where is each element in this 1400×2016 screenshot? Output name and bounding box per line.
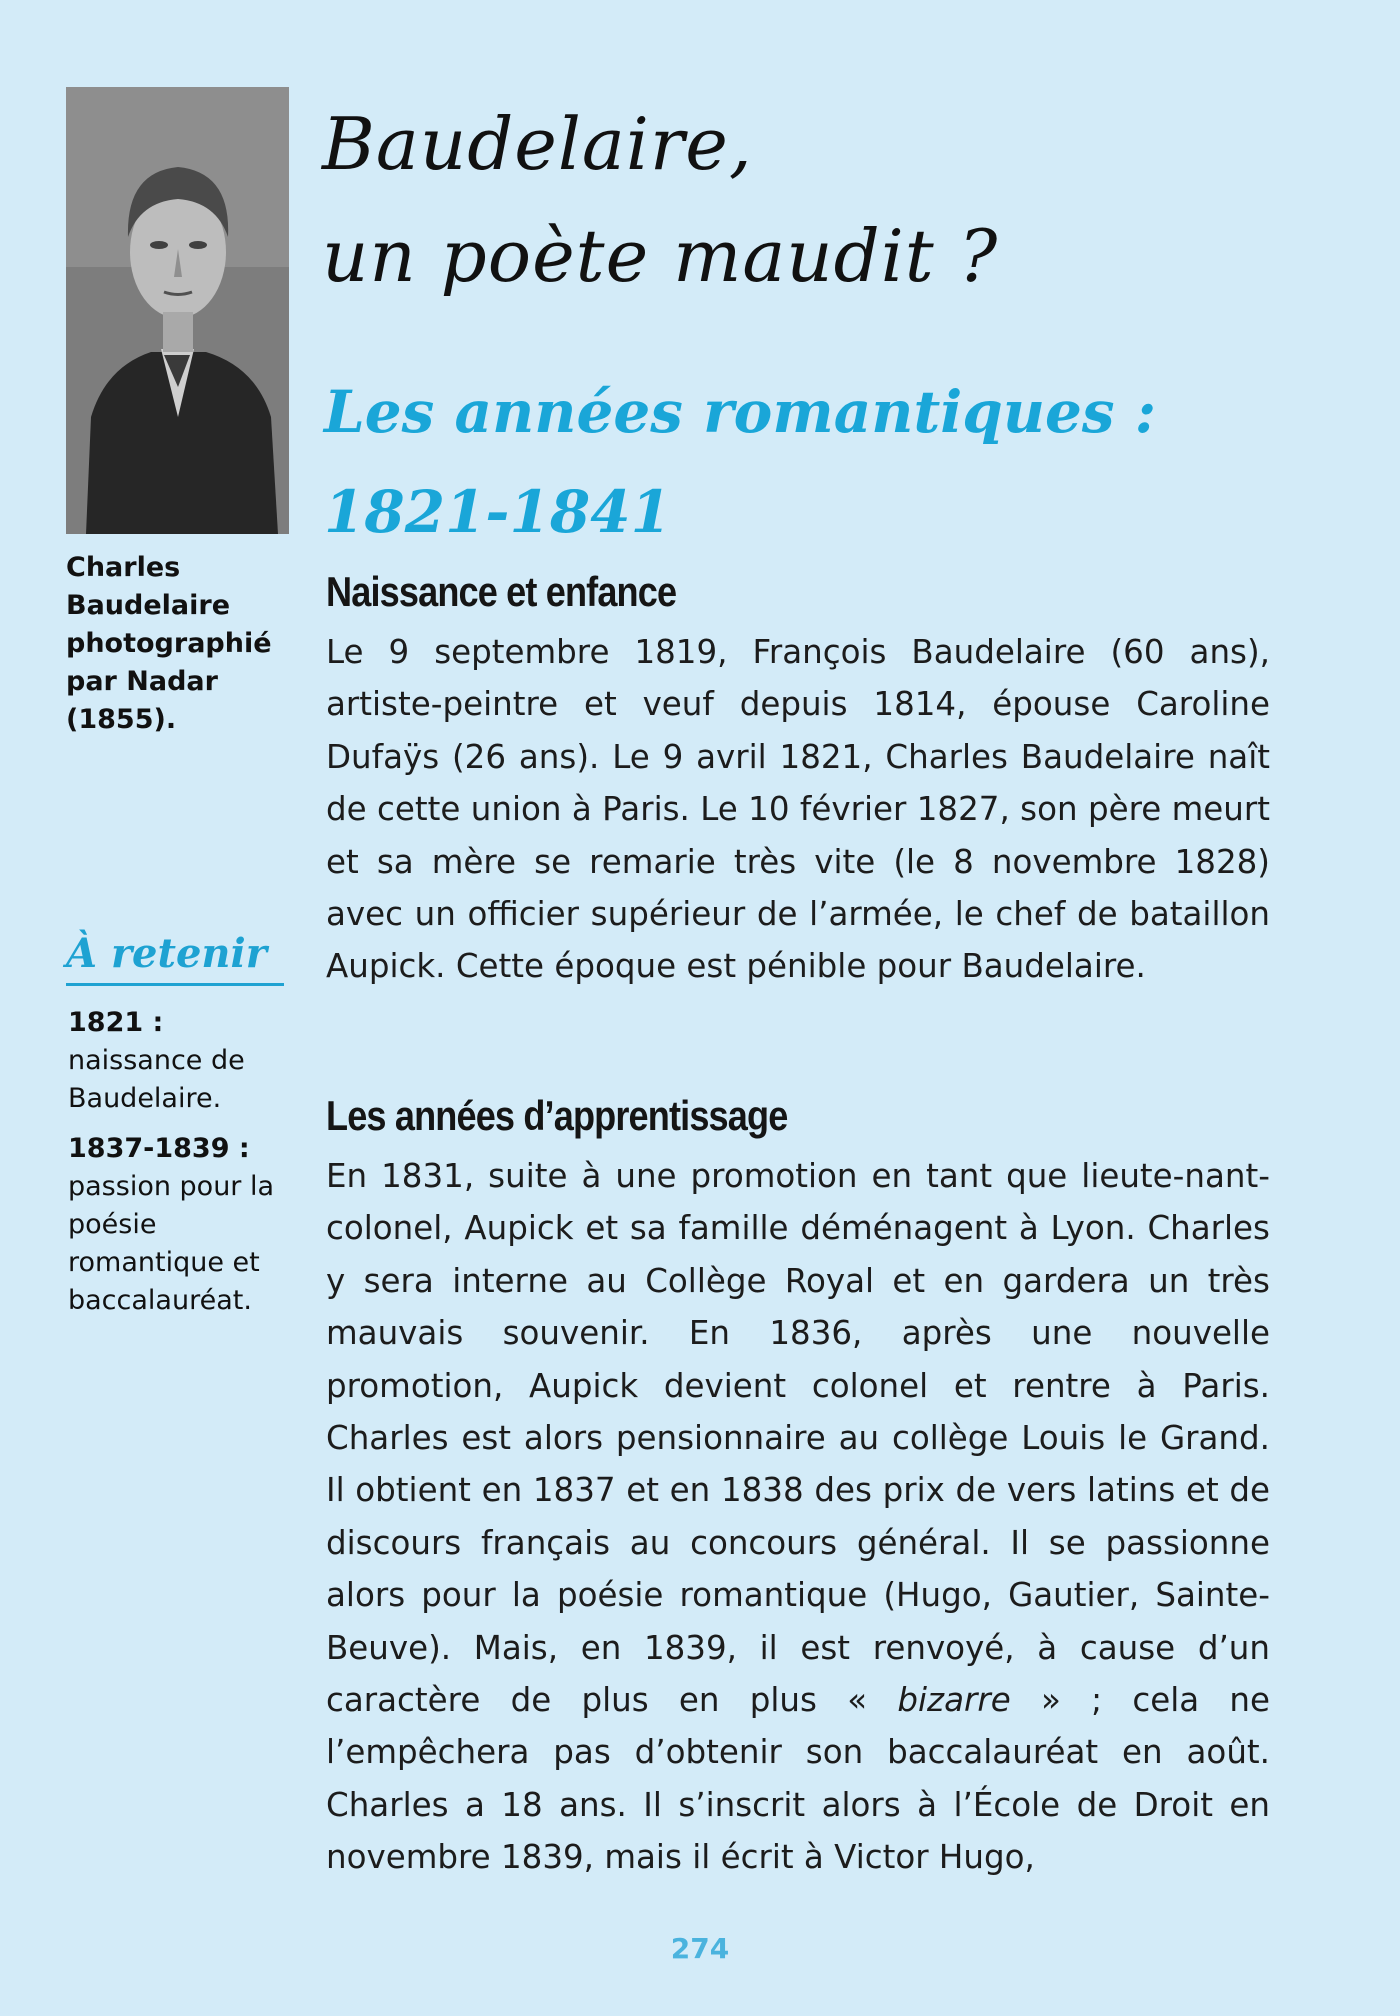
page-number: 274 [670, 1932, 730, 1965]
portrait-photo [66, 87, 289, 534]
retenir-item-year: 1837-1839 : [68, 1133, 250, 1164]
retenir-item-text: passion pour la poésie romantique et baccalauréat. [68, 1171, 275, 1316]
retenir-item [68, 1004, 298, 1118]
page-title [322, 88, 1222, 312]
paragraph-naissance: Le 9 septembre 1819, François Baudelaire (60 ans), artiste-peintre et veuf depuis 1814, épouse Caroline Dufaÿs (26 ans). Le 9 avril 1821, Charles Baudelaire naît de cette union à Paris. Le 10 février 1827, son père meurt et sa mère se remarie très vite (le 8 novembre 1828) avec un officier supérieur de l’armée, le chef de bataillon Aupick. Cette époque est pénible pour Baudelaire. [326, 633, 1270, 986]
photo-caption: Charles Baudelaire photographié par Nadar (1855). [66, 552, 272, 735]
subheading-naissance: Naissance et enfance [326, 568, 677, 615]
section-title-line-2: 1821-1841 [324, 478, 671, 546]
retenir-item [68, 1130, 298, 1320]
retenir-heading: À retenir [66, 930, 284, 986]
page-title-line-1: Baudelaire, [322, 102, 753, 186]
portrait-illustration [66, 87, 289, 534]
section-title-line-1: Les années romantiques : [324, 378, 1157, 446]
paragraph-apprentissage [326, 1150, 1270, 1884]
paragraph-text-part: » ; cela ne l’empêchera pas d’obtenir son baccalauréat en août. Charles a 18 ans. Il s’inscrit alors à l’École de Droit en novembre 1839, mais il écrit à Victor Hugo, [326, 1681, 1270, 1877]
paragraph-italic-word: bizarre [897, 1681, 1011, 1720]
section-title [324, 362, 1224, 562]
subheading-apprentissage: Les années d’apprentissage [326, 1092, 788, 1139]
paragraph-text-part: En 1831, suite à une promotion en tant que lieute-nant-colonel, Aupick et sa famille déménagent à Lyon. Charles y sera interne au Collège Royal et en gardera un très mauvais souvenir. En 1836, après une nouvelle promotion, Aupick devient colonel et rentre à Paris. Charles est alors pensionnaire au collège Louis le Grand. Il obtient en 1837 et en 1838 des prix de vers latins et de discours français au concours général. Il se passionne alors pour la poésie romantique (Hugo, Gautier, Sainte-Beuve). Mais, en 1839, il est renvoyé, à cause d’un caractère de plus en plus « [326, 1157, 1270, 1720]
page-title-line-2: un poète maudit ? [322, 214, 999, 298]
retenir-item-text: naissance de Baudelaire. [68, 1045, 245, 1114]
retenir-item-year: 1821 : [68, 1007, 164, 1038]
retenir-list [68, 1004, 298, 1332]
